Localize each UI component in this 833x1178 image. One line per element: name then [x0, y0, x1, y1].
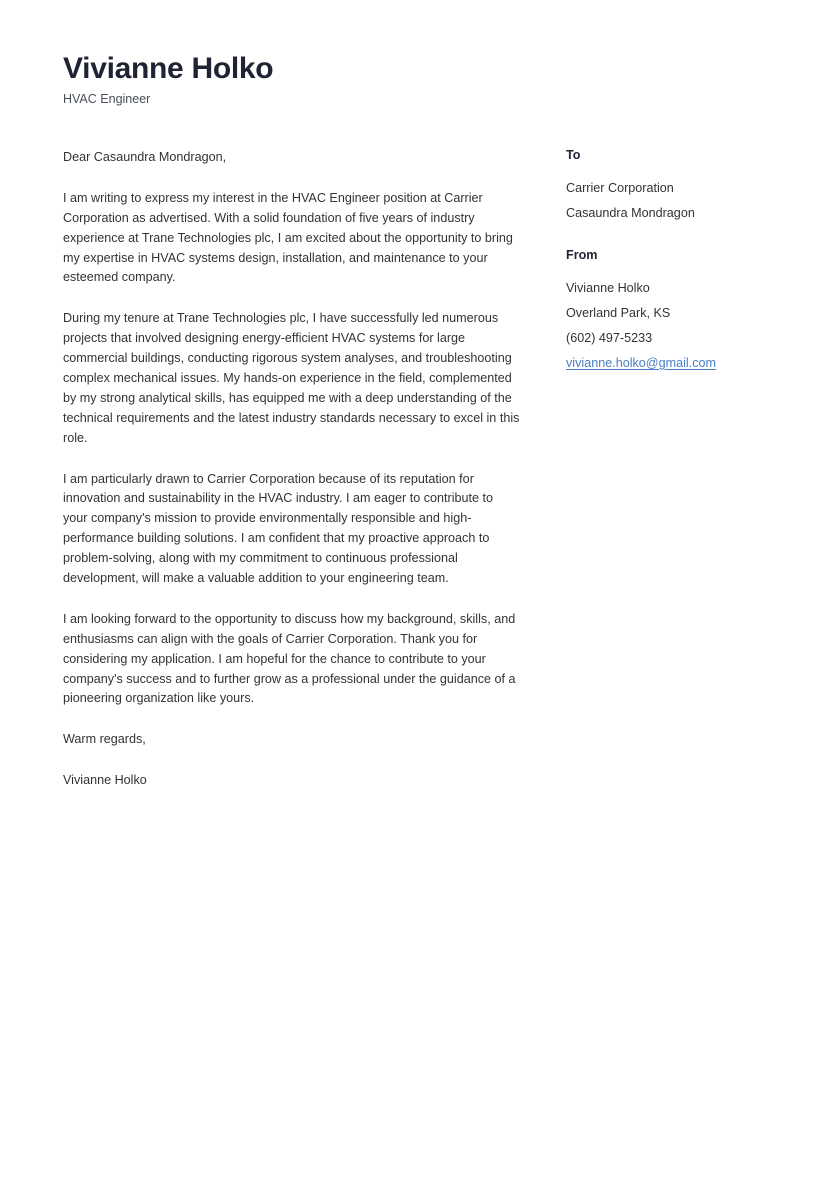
- from-email-link[interactable]: vivianne.holko@gmail.com: [566, 355, 716, 370]
- to-heading: To: [566, 148, 581, 162]
- from-phone: (602) 497-5233: [566, 330, 653, 345]
- letter-header: [63, 52, 663, 107]
- to-block: [566, 148, 786, 226]
- applicant-job-title: HVAC Engineer: [63, 91, 151, 106]
- letter-paragraph: I am writing to express my interest in the HVAC Engineer position at Carrier Corporation as advertised. With a solid foundation of five years of industry experience at Trane Technologies plc, I am excited about the opportunity to bring my expertise in HVAC systems design, installation, and maintenance to your esteemed company.: [63, 190, 513, 285]
- letter-paragraph: During my tenure at Trane Technologies plc, I have successfully led numerous projects that involved designing energy-efficient HVAC systems for large commercial buildings, conducting rigorous system analyses, and troubleshooting complex mechanical issues. My hands-on experience in the field, complemented by my strong analytical skills, has equipped me with a deep understanding of the technical requirements and the latest industry standards necessary to excel in this role.: [63, 311, 520, 445]
- from-name: Vivianne Holko: [566, 281, 650, 296]
- letter-body: [63, 148, 521, 791]
- signature-name: Vivianne Holko: [63, 773, 147, 788]
- from-location: Overland Park, KS: [566, 305, 671, 320]
- salutation: Dear Casaundra Mondragon,: [63, 150, 227, 164]
- letter-paragraph: I am looking forward to the opportunity to discuss how my background, skills, and enthusiasms can align with the goals of Carrier Corporation. Thank you for considering my application. I am hopeful for the chance to contribute to your company's success and to further grow as a professional under the guidance of a pioneering organization like yours.: [63, 611, 516, 706]
- closing-salutation: Warm regards,: [63, 732, 146, 747]
- applicant-name: Vivianne Holko: [63, 52, 274, 85]
- letter-paragraph: I am particularly drawn to Carrier Corporation because of its reputation for innovation and sustainability in the HVAC industry. I am eager to contribute to your company's mission to provide environmentally responsible and high-performance building solutions. I am confident that my proactive approach to problem-solving, along with my commitment to continuous professional development, will make a valuable addition to your engineering team.: [63, 471, 494, 586]
- from-block: [566, 248, 786, 376]
- to-recipient: Casaundra Mondragon: [566, 206, 695, 221]
- from-heading: From: [566, 247, 598, 262]
- to-company: Carrier Corporation: [566, 181, 674, 196]
- letter-sidebar: [566, 148, 786, 376]
